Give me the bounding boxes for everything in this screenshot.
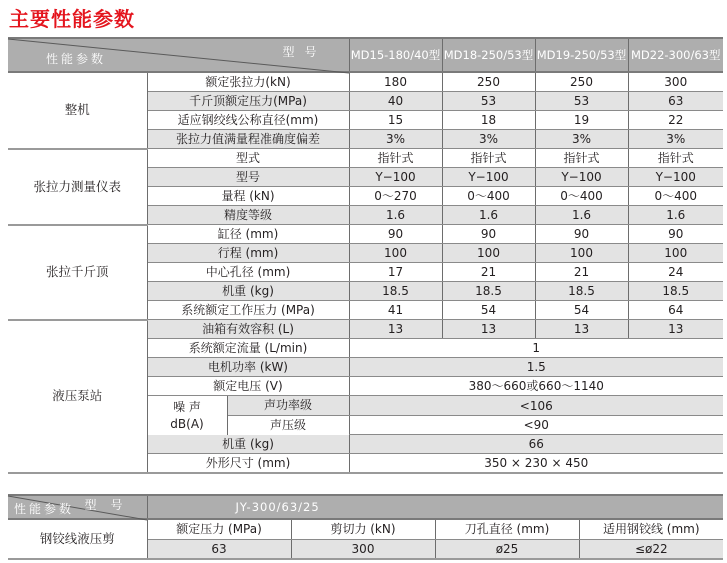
value-cell: 0～400 [628,187,723,206]
column-label: 剪切力 (kN) [291,519,435,539]
param-label: 中心孔径 (mm) [147,263,349,282]
value-cell: 41 [349,301,442,320]
value-cell: Y−100 [349,168,442,187]
value-cell: 0～270 [349,187,442,206]
value-cell: Y−100 [442,168,535,187]
value-cell: 300 [628,72,723,92]
value-cell: 指针式 [349,149,442,168]
value-cell: 100 [349,244,442,263]
main-spec-table [8,37,723,474]
param-label: 额定张拉力(kN) [147,72,349,92]
value-cell: 18 [442,111,535,130]
value-cell: 13 [442,320,535,339]
value-cell: 63 [628,92,723,111]
param-label: 张拉力值满量程准确度偏差 [147,130,349,149]
param-label: 电机功率 (kW) [147,358,349,377]
value-cell: 1.6 [628,206,723,225]
group-label: 钢铰线液压剪 [8,519,147,559]
table-row [8,149,723,168]
table-row [8,519,723,539]
value-cell: 40 [349,92,442,111]
param-label: 外形尺寸 (mm) [147,454,349,474]
value-cell: 指针式 [535,149,628,168]
param-label: 声压级 [228,416,349,435]
param-label: 适应钢绞线公称直径(mm) [147,111,349,130]
value-cell: 380～660或660～1140 [349,377,723,396]
value-cell: 100 [535,244,628,263]
value-cell: 100 [628,244,723,263]
model-label: 型号 [282,45,327,59]
param-label: 性能参数 [14,502,75,516]
value-cell: 19 [535,111,628,130]
model-header: MD22-300/63型 [628,38,723,72]
value-cell: 21 [535,263,628,282]
group-label: 液压泵站 [8,320,147,474]
value-cell: 3% [628,130,723,149]
column-label: 额定压力 (MPa) [147,519,291,539]
value-cell: 90 [349,225,442,244]
noise-label: 噪 声 dB(A) [148,396,228,435]
value-cell: Y−100 [628,168,723,187]
value-cell: Y−100 [535,168,628,187]
model-header: MD19-250/53型 [535,38,628,72]
value-cell: 13 [349,320,442,339]
value-cell: 1.6 [349,206,442,225]
value-cell: ≤ø22 [579,539,723,559]
param-label: 千斤顶额定压力(MPa) [147,92,349,111]
value-cell: <90 [349,416,723,435]
value-cell: 1.6 [535,206,628,225]
value-cell: 1 [349,339,723,358]
value-cell: 53 [535,92,628,111]
value-cell: 100 [442,244,535,263]
value-cell: 3% [535,130,628,149]
value-cell: 13 [535,320,628,339]
table-row [8,72,723,92]
value-cell: 66 [349,435,723,454]
table-row [8,225,723,244]
column-label: 刀孔直径 (mm) [435,519,579,539]
column-label: 适用钢铰线 (mm) [579,519,723,539]
value-cell: 17 [349,263,442,282]
noise-param-cell [147,396,349,432]
value-cell: 22 [628,111,723,130]
value-cell: ø25 [435,539,579,559]
param-label: 机重 (kg) [147,435,349,454]
param-label: 缸径 (mm) [147,225,349,244]
value-cell: 指针式 [442,149,535,168]
model-header: MD15-180/40型 [349,38,442,72]
param-label: 性能参数 [46,52,107,66]
page-title: 主要性能参数 [9,7,135,31]
value-cell: 0～400 [442,187,535,206]
param-label: 行程 (mm) [147,244,349,263]
value-cell: 350 × 230 × 450 [349,454,723,474]
value-cell: 1.5 [349,358,723,377]
group-label: 张拉千斤顶 [8,225,147,320]
value-cell: 15 [349,111,442,130]
value-cell: 0～400 [535,187,628,206]
group-label: 张拉力测量仪表 [8,149,147,225]
value-cell: 64 [628,301,723,320]
model-header: MD18-250/53型 [442,38,535,72]
param-label: 油箱有效容积 (L) [147,320,349,339]
value-cell: 13 [628,320,723,339]
value-cell: 90 [628,225,723,244]
value-cell: <106 [349,396,723,416]
value-cell: 1.6 [442,206,535,225]
value-cell: 53 [442,92,535,111]
param-label: 系统额定流量 (L/min) [147,339,349,358]
value-cell: 54 [535,301,628,320]
value-cell: 180 [349,72,442,92]
param-label: 系统额定工作压力 (MPa) [147,301,349,320]
value-cell: 指针式 [628,149,723,168]
value-cell: 90 [535,225,628,244]
value-cell: 3% [442,130,535,149]
param-label: 量程 (kN) [147,187,349,206]
value-cell: 21 [442,263,535,282]
value-cell: 18.5 [628,282,723,301]
header-diagonal-cell [8,38,349,72]
param-label: 型号 [147,168,349,187]
param-label: 机重 (kg) [147,282,349,301]
value-cell: 90 [442,225,535,244]
value-cell: 24 [628,263,723,282]
shear-spec-table [8,494,723,560]
group-label: 整机 [8,72,147,149]
model-label: 型号 [84,498,137,512]
param-label: 精度等级 [147,206,349,225]
value-cell: 3% [349,130,442,149]
value-cell: 63 [147,539,291,559]
table-row [8,320,723,339]
value-cell: 18.5 [535,282,628,301]
value-cell: 250 [535,72,628,92]
param-label: 额定电压 (V) [147,377,349,396]
param-label: 声功率级 [228,396,349,416]
value-cell: 18.5 [349,282,442,301]
table-header [8,495,723,519]
value-cell: 54 [442,301,535,320]
model-header: JY-300/63/25 [147,495,723,519]
param-label: 型式 [147,149,349,168]
header-diagonal-cell [8,495,147,519]
value-cell: 250 [442,72,535,92]
value-cell: 300 [291,539,435,559]
value-cell: 18.5 [442,282,535,301]
